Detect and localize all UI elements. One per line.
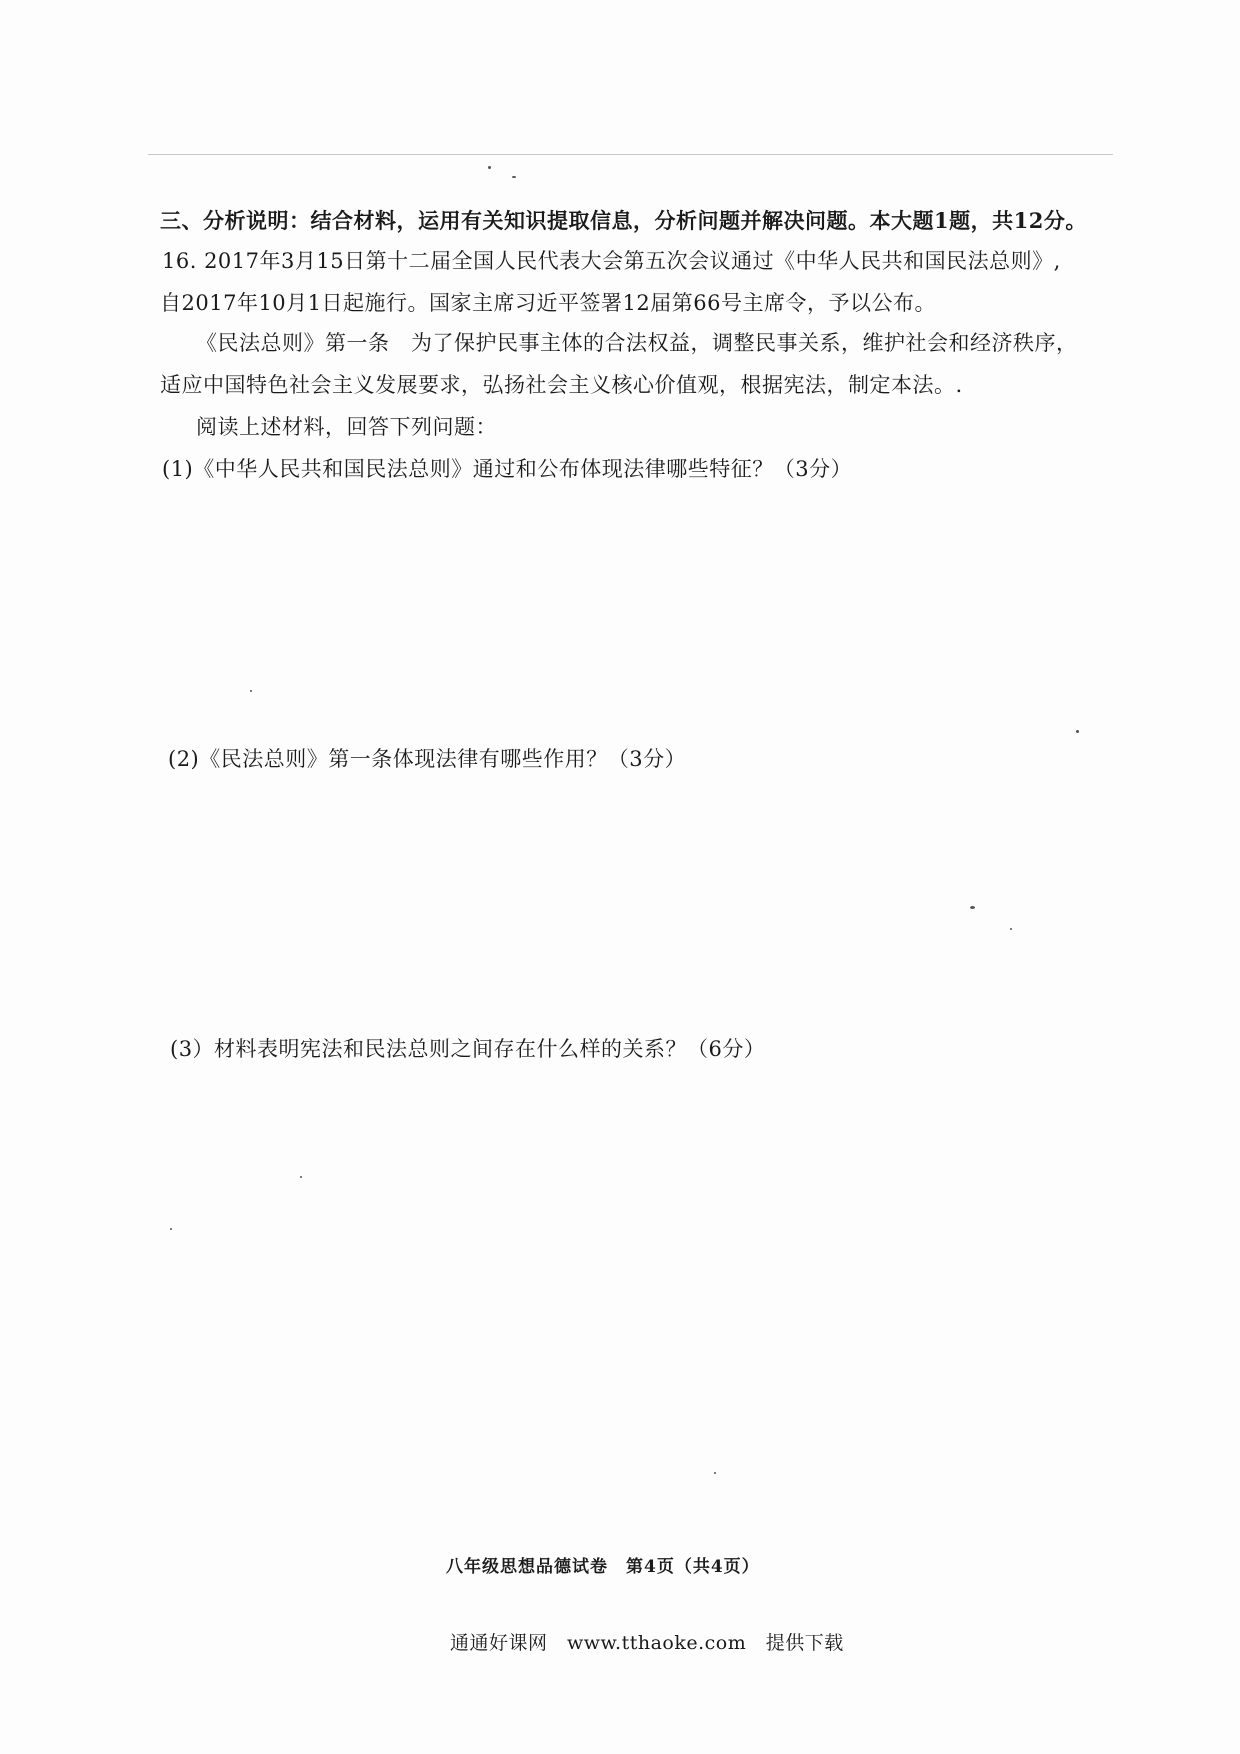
scan-speck [300,1176,302,1178]
scan-speck [170,1228,172,1230]
section-title: 三、分析说明：结合材料，运用有关知识提取信息，分析问题并解决问题。本大题1题，共12分。 [160,208,1087,233]
top-divider [148,154,1113,155]
question-16-text-line-1: 16. 2017年3月15日第十二届全国人民代表大会第五次会议通过《中华人民共和国民法总则》, [162,249,1061,273]
scan-speck [1076,730,1079,733]
scan-speck [250,690,252,692]
download-watermark: 通通好课网 www.tthaoke.com 提供下载 [450,1632,844,1654]
article-one-line-1: 《民法总则》第一条 为了保护民事主体的合法权益，调整民事关系，维护社会和经济秩序， [196,331,1078,355]
article-one-line-2: 适应中国特色社会主义发展要求，弘扬社会主义核心价值观，根据宪法，制定本法。. [160,373,963,397]
scan-speck [488,166,491,169]
question-16-text-line-2: 自2017年10月1日起施行。国家主席习近平签署12届第66号主席令，予以公布。 [160,291,936,315]
sub-question-2: (2)《民法总则》第一条体现法律有哪些作用？（3分） [168,747,687,771]
reading-instruction: 阅读上述材料，回答下列问题： [196,415,497,439]
sub-question-3: (3）材料表明宪法和民法总则之间存在什么样的关系？（6分） [170,1037,766,1061]
scan-speck [970,906,975,909]
page-footer: 八年级思想品德试卷 第4页（共4页） [446,1557,760,1577]
sub-question-1: (1)《中华人民共和国民法总则》通过和公布体现法律哪些特征？（3分） [162,457,853,481]
scan-speck [512,176,516,178]
scan-speck [1010,928,1012,930]
scan-speck [714,1472,716,1474]
